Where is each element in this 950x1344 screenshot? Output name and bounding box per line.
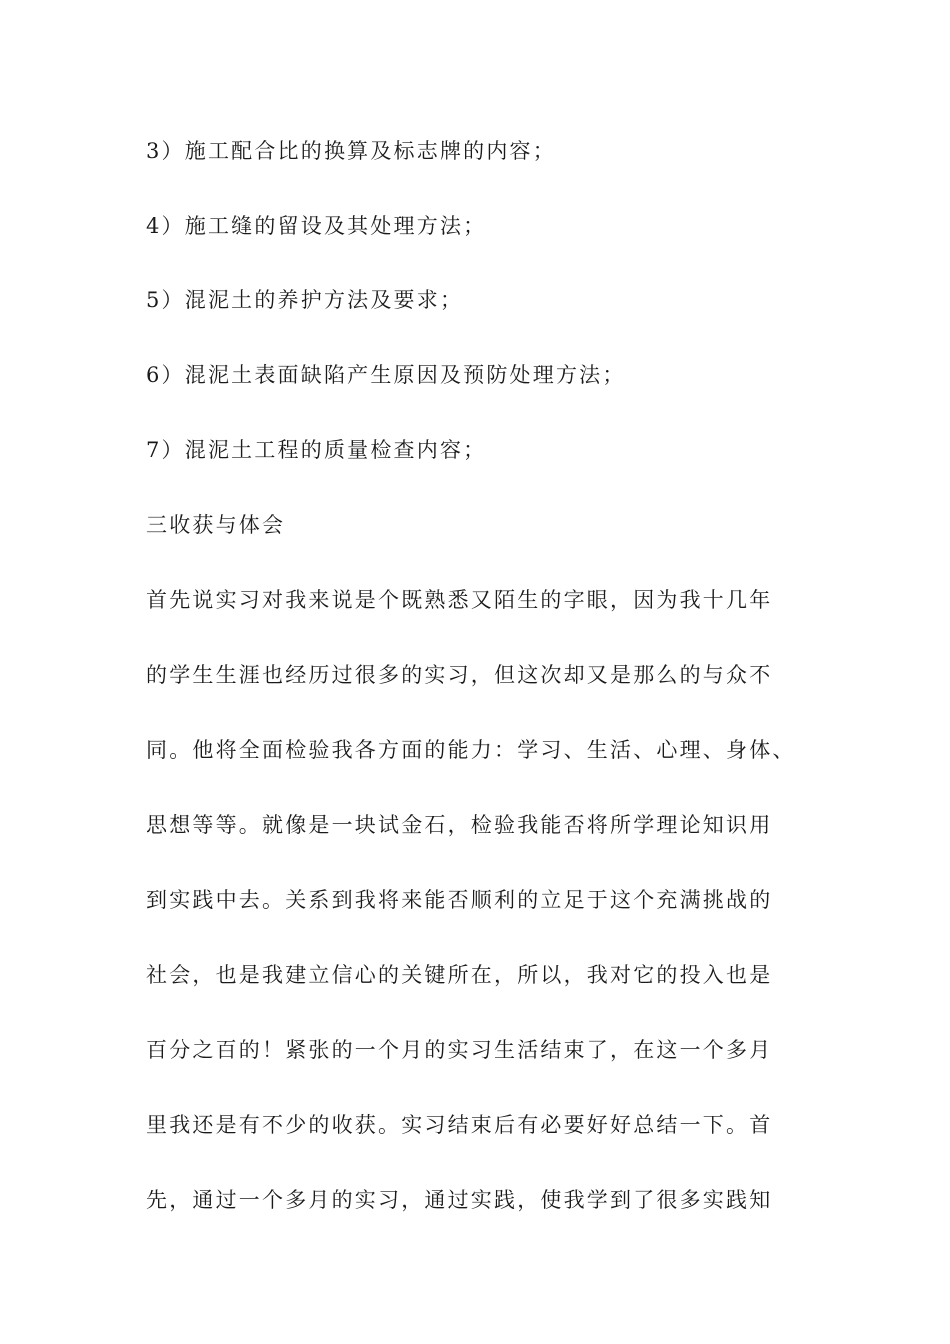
body-line: 首先说实习对我来说是个既熟悉又陌生的字眼，因为我十几年 (146, 588, 773, 612)
section-heading: 三收获与体会 (146, 513, 286, 537)
list-item-3: 3）施工配合比的换算及标志牌的内容； (146, 139, 556, 163)
list-item-4: 4）施工缝的留设及其处理方法； (146, 214, 487, 238)
body-line: 的学生生涯也经历过很多的实习，但这次却又是那么的与众不 (146, 663, 773, 687)
body-line: 到实践中去。关系到我将来能否顺利的立足于这个充满挑战的 (146, 888, 773, 912)
body-line: 思想等等。就像是一块试金石，检验我能否将所学理论知识用 (146, 813, 773, 837)
body-line: 百分之百的！紧张的一个月的实习生活结束了，在这一个多月 (146, 1038, 773, 1062)
list-item-7: 7）混泥土工程的质量检查内容； (146, 438, 487, 462)
body-line: 同。他将全面检验我各方面的能力：学习、生活、心理、身体、 (146, 738, 796, 762)
body-line: 社会，也是我建立信心的关键所在，所以，我对它的投入也是 (146, 963, 773, 987)
list-item-6: 6）混泥土表面缺陷产生原因及预防处理方法； (146, 363, 626, 387)
list-item-5: 5）混泥土的养护方法及要求； (146, 288, 464, 312)
body-line: 里我还是有不少的收获。实习结束后有必要好好总结一下。首 (146, 1113, 773, 1137)
body-line: 先，通过一个多月的实习，通过实践，使我学到了很多实践知 (146, 1188, 773, 1212)
